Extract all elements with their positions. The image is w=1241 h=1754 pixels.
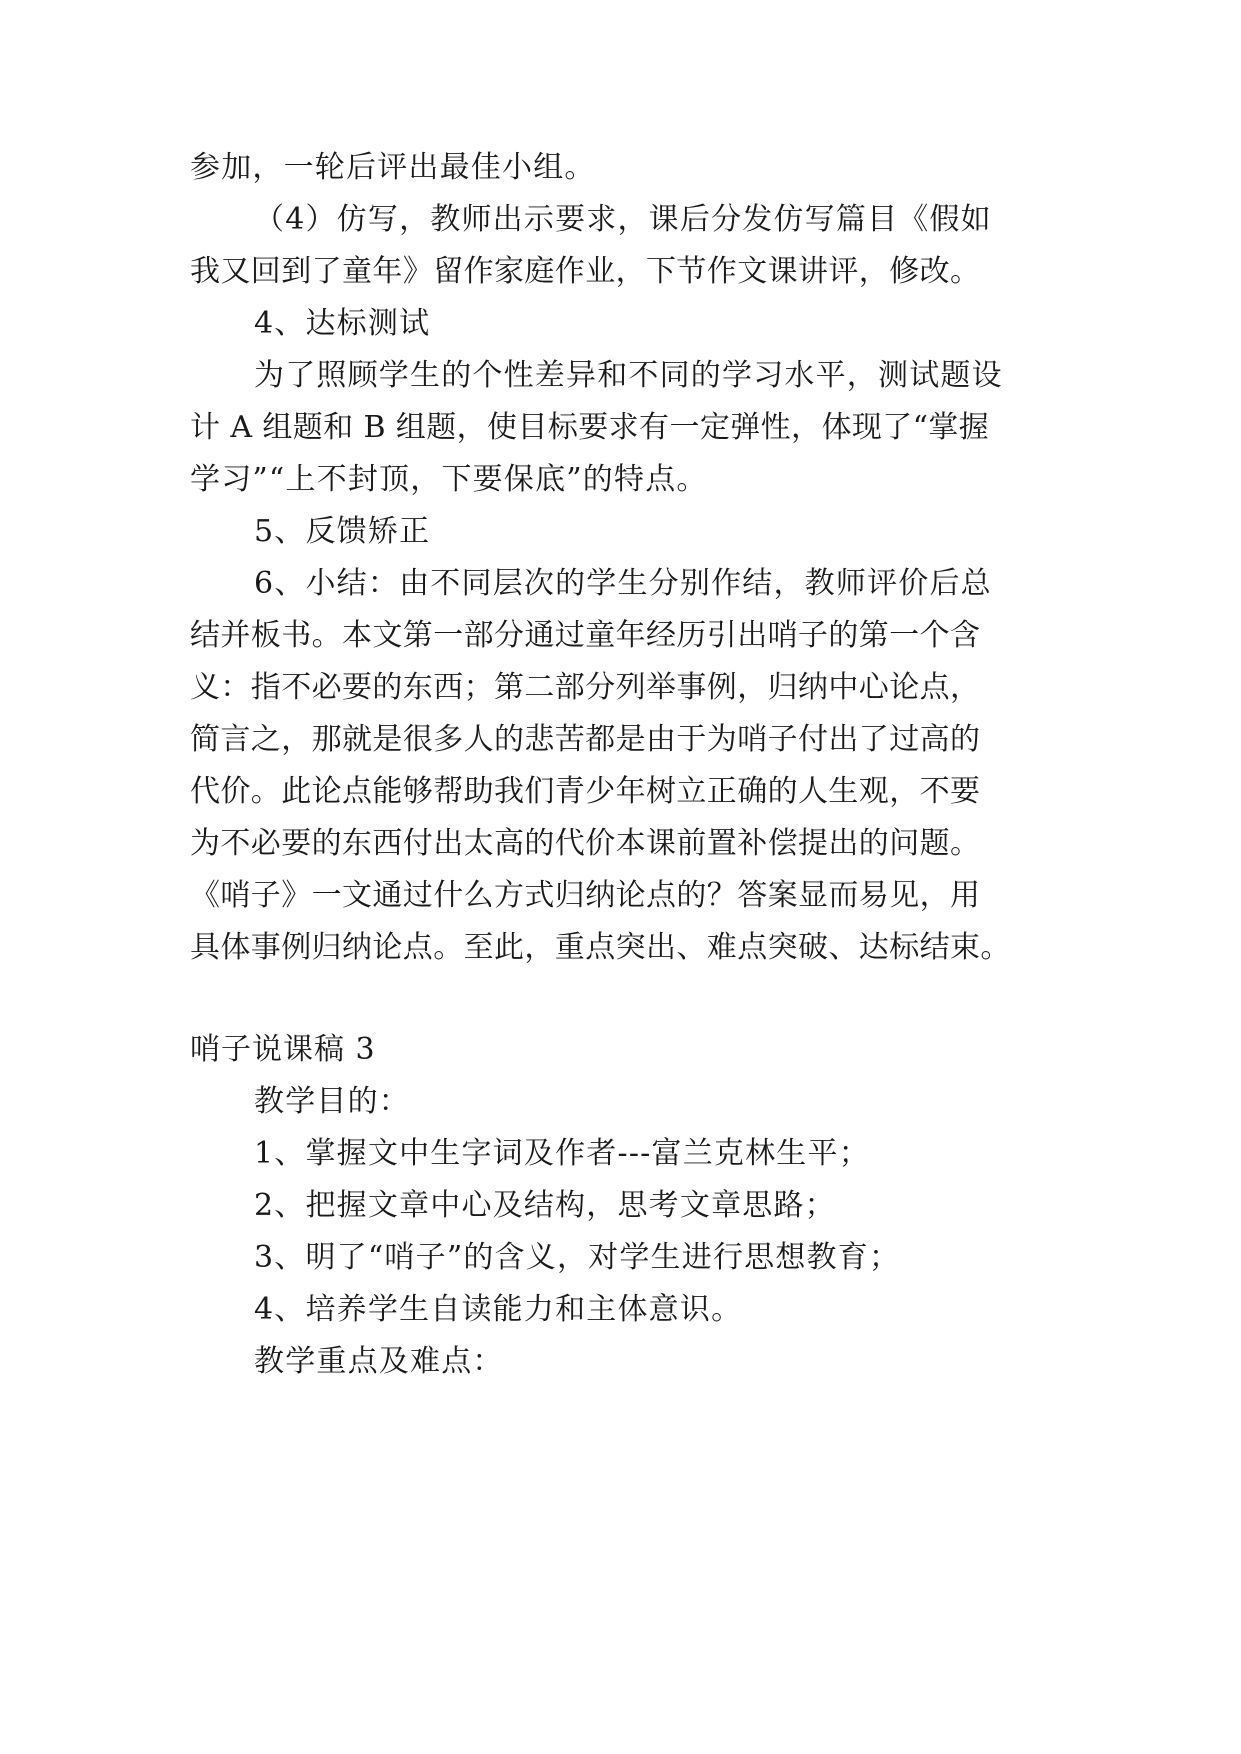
text-line: 计 A 组题和 B 组题，使目标要求有一定弹性，体现了“掌握 xyxy=(190,410,990,445)
text-line: 为了照顾学生的个性差异和不同的学习水平，测试题设 xyxy=(254,358,1003,393)
goal-item-3: 3、明了“哨子”的含义，对学生进行思想教育； xyxy=(254,1240,901,1275)
goal-item-1: 1、掌握文中生字词及作者---富兰克林生平； xyxy=(254,1136,870,1171)
text-line: 结并板书。本文第一部分通过童年经历引出哨子的第一个含 xyxy=(190,618,981,653)
text-line: 参加，一轮后评出最佳小组。 xyxy=(190,150,596,185)
text-line: 具体事例归纳论点。至此，重点突出、难点突破、达标结束。 xyxy=(190,930,1011,965)
text-line: 为不必要的东西付出太高的代价本课前置补偿提出的问题。 xyxy=(190,826,981,861)
text-line: 代价。此论点能够帮助我们青少年树立正确的人生观，不要 xyxy=(190,774,981,809)
goal-item-2: 2、把握文章中心及结构，思考文章思路； xyxy=(254,1188,836,1223)
text-line: 《哨子》一文通过什么方式归纳论点的？答案显而易见，用 xyxy=(190,878,981,913)
text-line: 简言之，那就是很多人的悲苦都是由于为哨子付出了过高的 xyxy=(190,722,981,757)
section-heading-6: 6、小结：由不同层次的学生分别作结，教师评价后总 xyxy=(254,566,992,601)
key-points-heading: 教学重点及难点： xyxy=(254,1344,504,1379)
document-title: 哨子说课稿 3 xyxy=(190,1032,376,1067)
text-line: 义：指不必要的东西；第二部分列举事例，归纳中心论点， xyxy=(190,670,981,705)
text-line: 我又回到了童年》留作家庭作业，下节作文课讲评，修改。 xyxy=(190,254,981,289)
text-line: （4）仿写，教师出示要求，课后分发仿写篇目《假如 xyxy=(254,202,992,237)
goal-item-4: 4、培养学生自读能力和主体意识。 xyxy=(254,1292,743,1327)
teaching-goals-heading: 教学目的： xyxy=(254,1084,410,1119)
text-line: 学习”“上不封顶，下要保底”的特点。 xyxy=(190,462,708,497)
section-heading-5: 5、反馈矫正 xyxy=(254,514,431,549)
section-heading-4: 4、达标测试 xyxy=(254,306,431,341)
